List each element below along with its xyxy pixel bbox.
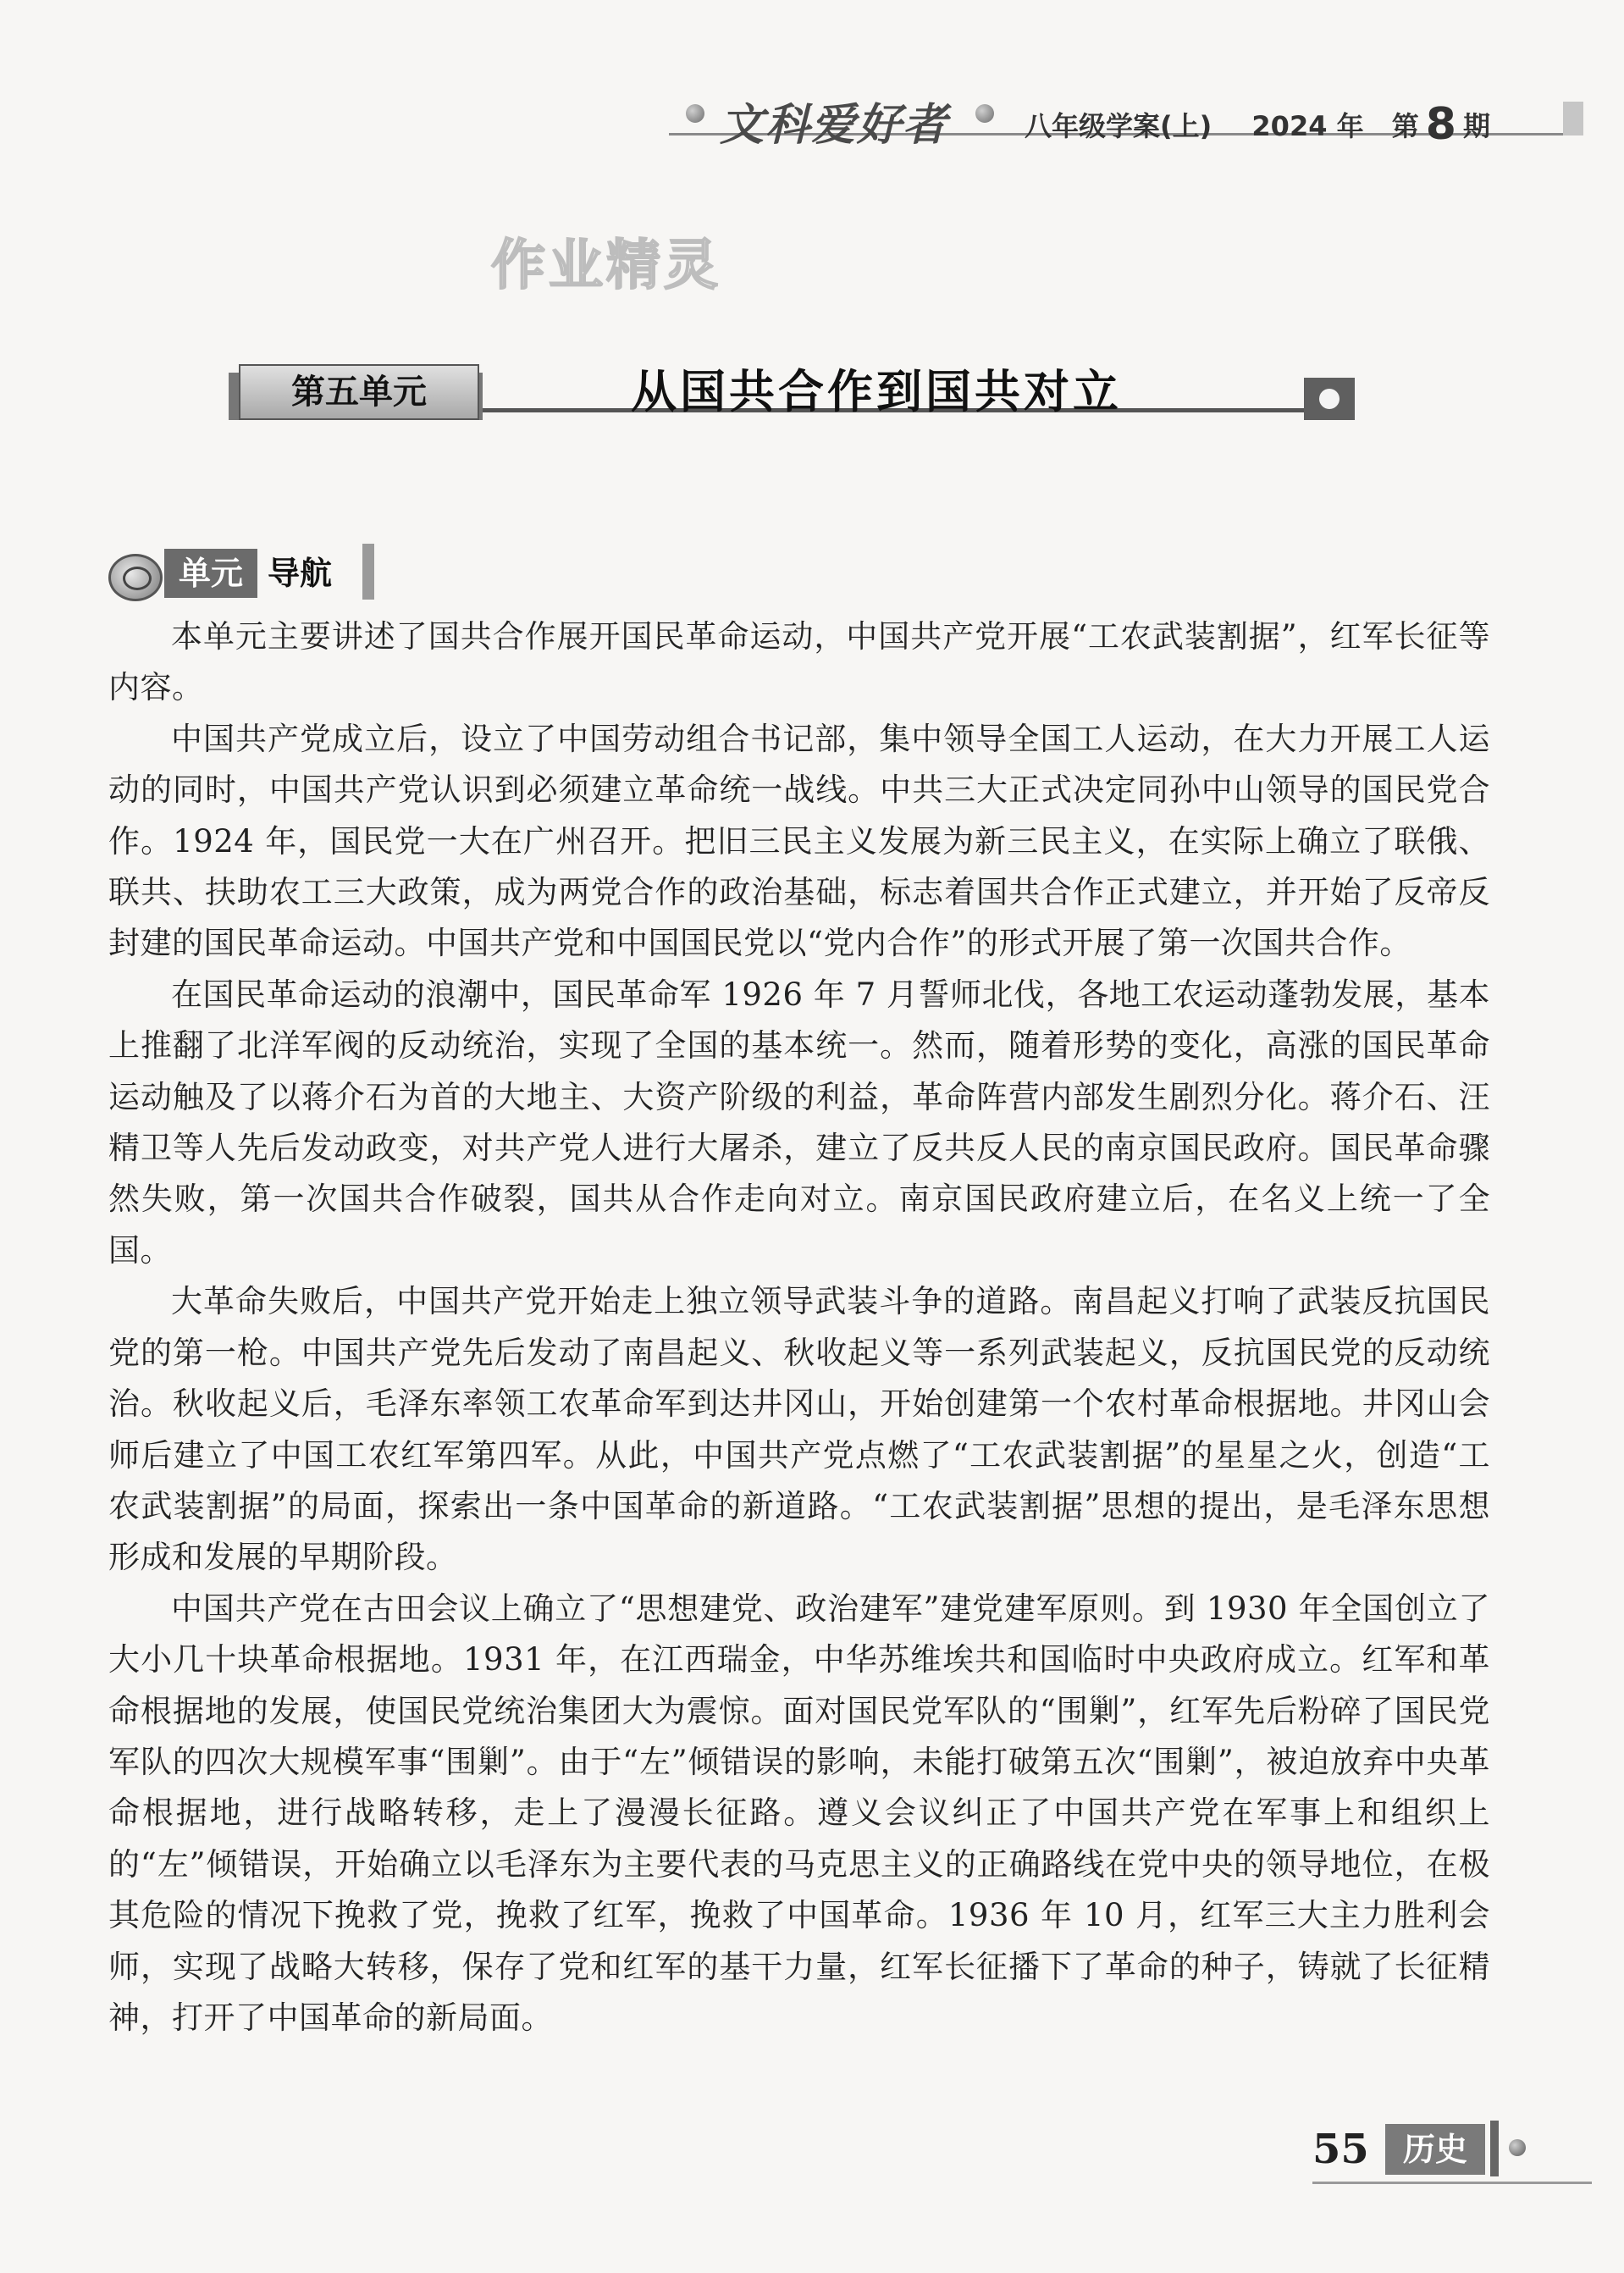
page-header [669,89,1583,151]
header-tail-block [1563,102,1583,135]
navigation-icon [108,554,163,601]
paragraph: 大革命失败后，中国共产党开始走上独立领导武装斗争的道路。南昌起义打响了武装反抗国民党的第一枪。中国共产党先后发动了南昌起义、秋收起义等一系列武装起义，反抗国民党的反动统治。秋收起义后，毛泽东率领工农革命军到达井冈山，开始创建第一个农村革命根据地。井冈山会师后建立了中国工农红军第四军。从此，中国共产党点燃了“工农武装割据”的星星之火，创造“工农武装割据”的局面，探索出一条中国革命的新道路。“工农武装割据”思想的提出，是毛泽东思想形成和发展的早期阶段。 [108,1283,1490,1576]
section-end-bar [362,544,374,600]
page-footer [1312,2117,1592,2193]
paragraph: 中国共产党成立后，设立了中国劳动组合书记部，集中领导全国工人运动，在大力开展工人运动的同时，中国共产党认识到必须建立革命统一战线。中共三大正式决定同孙中山领导的国民党合作。1924 年，国民党一大在广州召开。把旧三民主义发展为新三民主义，在实际上确立了联俄、联共、扶助农工三大政策，成为两党合作的政治基础，标志着国共合作正式建立，并开始了反帝反封建的国民革命运动。中国共产党和中国国民党以“党内合作”的形式开展了第一次国共合作。 [108,720,1490,962]
issue-prefix: 第 [1391,110,1419,142]
issue-info [1025,96,1490,150]
footer-bullet-icon [1509,2139,1526,2156]
header-bullet-icon [686,104,704,123]
issue-number: 8 [1425,99,1456,150]
section-title: 导航 [268,555,333,592]
paragraph: 在国民革命运动的浪潮中，国民革命军 1926 年 7 月誓师北伐，各地工农运动蓬勃发展，基本上推翻了北洋军阀的反动统治，实现了全国的基本统一。然而，随着形势的变化，高涨的国民革命运动触及了以蒋介石为首的大地主、大资产阶级的利益，革命阵营内部发生剧烈分化。蒋介石、汪精卫等人先后发动政变，对共产党人进行大屠杀，建立了反共反人民的南京国民政府。国民革命骤然失败，第一次国共合作破裂，国共从合作走向对立。南京国民政府建立后，在名义上统一了全国。 [108,976,1490,1269]
page-number: 55 [1312,2126,1369,2173]
watermark: 作业精灵 [491,235,721,297]
section-header [108,544,379,603]
paragraph: 本单元主要讲述了国共合作展开国民革命运动，中国共产党开展“工农武装割据”，红军长征等内容。 [108,618,1490,706]
magazine-brand: 文科爱好者 [720,100,949,151]
header-bullet-icon [975,104,994,123]
section-tab: 单元 [164,549,257,598]
footer-bar [1490,2121,1499,2176]
paragraph: 中国共产党在古田会议上确立了“思想建党、政治建军”建党建军原则。到 1930 年全国创立了大小几十块革命根据地。1931 年，在江西瑞金，中华苏维埃共和国临时中央政府成立。红军和革命根据地的发展，使国民党统治集团大为震惊。面对国民党军队的“围剿”，红军先后粉碎了国民党军队的四次大规模军事“围剿”。由于“左”倾错误的影响，未能打破第五次“围剿”，被迫放弃中央革命根据地，进行战略转移，走上了漫漫长征路。遵义会议纠正了中国共产党在军事上和组织上的“左”倾错误，开始确立以毛泽东为主要代表的马克思主义的正确路线在党中央的领导地位，在极其危险的情况下挽救了党，挽救了红军，挽救了中国革命。1936 年 10 月，红军三大主力胜利会师，实现了战略大转移，保存了党和红军的基干力量，红军长征播下了革命的种子，铸就了长征精神，打开了中国革命的新局面。 [108,1590,1490,2036]
article-body [108,611,1490,2043]
unit-title: 从国共合作到国共对立 [631,365,1122,418]
subject-label: 历史 [1385,2124,1485,2175]
year-label: 2024 年 [1251,110,1364,142]
unit-title-bar [229,356,1355,432]
issue-suffix: 期 [1462,110,1490,142]
footer-rule [1312,2182,1592,2184]
unit-end-dot-icon [1319,389,1340,409]
grade-label: 八年级学案(上) [1025,110,1212,142]
unit-label: 第五单元 [239,364,479,420]
unit-end-block [1304,378,1355,420]
